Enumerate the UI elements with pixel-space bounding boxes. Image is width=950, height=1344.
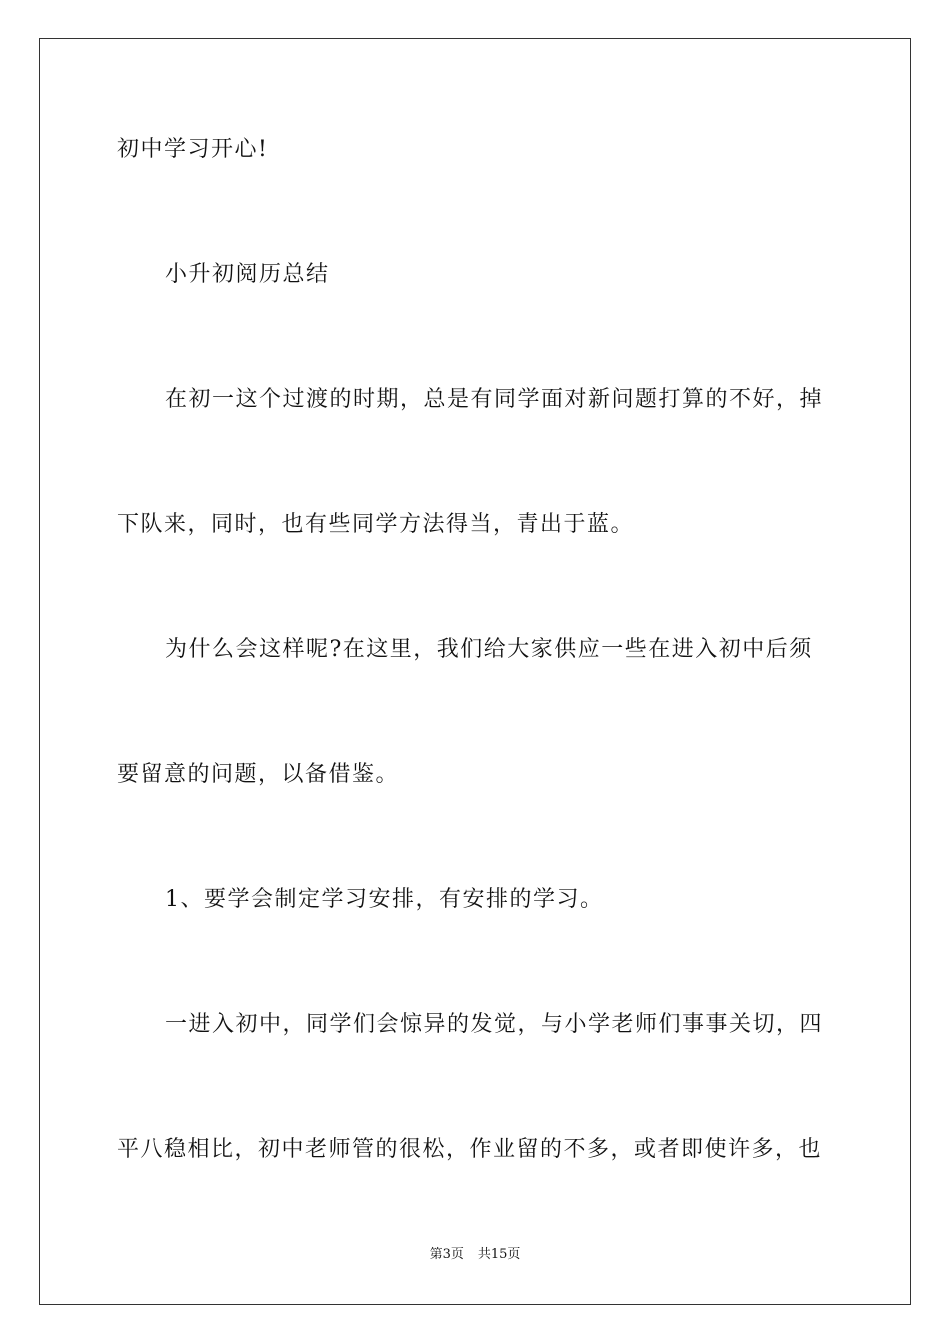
page-footer [0, 1246, 950, 1264]
page-number: 第3页 [429, 1247, 464, 1262]
paragraph-line: 下队来，同时，也有些同学方法得当，青出于蓝。 [117, 512, 635, 537]
section-heading: 小升初阅历总结 [165, 262, 330, 287]
page-border [39, 38, 911, 1305]
numbered-item: 1、要学会制定学习安排，有安排的学习。 [165, 887, 604, 912]
paragraph-line: 平八稳相比，初中老师管的很松，作业留的不多，或者即使许多，也 [117, 1137, 823, 1162]
total-pages: 共15页 [477, 1247, 521, 1262]
paragraph-line: 要留意的问题，以备借鉴。 [117, 762, 400, 787]
paragraph-line: 在初一这个过渡的时期，总是有同学面对新问题打算的不好，掉 [165, 387, 824, 412]
paragraph-line: 一进入初中，同学们会惊异的发觉，与小学老师们事事关切，四 [165, 1012, 824, 1037]
text-line-continuation: 初中学习开心! [117, 137, 269, 162]
paragraph-line: 为什么会这样呢?在这里，我们给大家供应一些在进入初中后须 [165, 637, 813, 662]
